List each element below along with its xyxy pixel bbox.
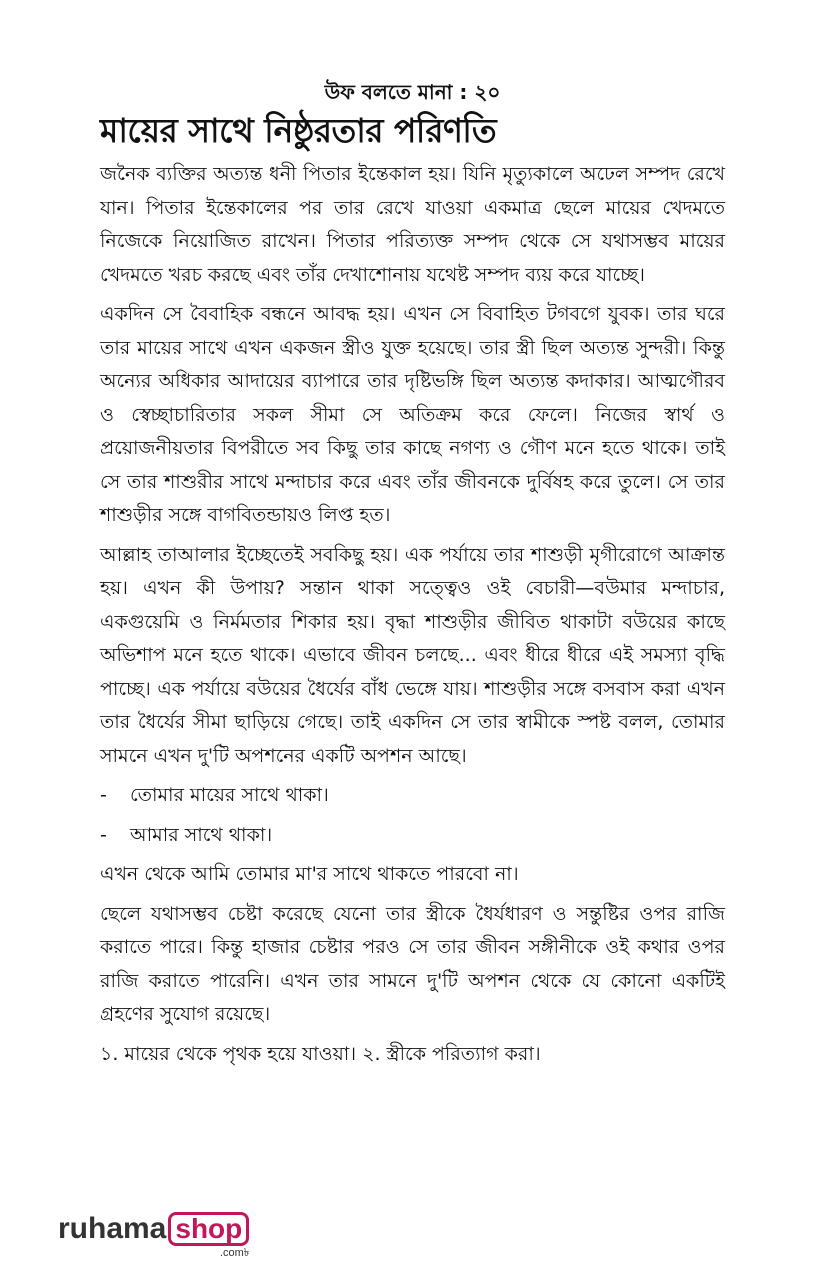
running-header: উফ বলতে মানা : ২০ bbox=[324, 80, 501, 104]
logo-domain-text: .com৳ bbox=[219, 1247, 250, 1259]
option-text: তোমার মায়ের সাথে থাকা। bbox=[130, 784, 329, 806]
paragraph-2: একদিন সে বৈবাহিক বন্ধনে আবদ্ধ হয়। এখন সে বিবাহিত টগবগে যুবক। তার ঘরে তার মায়ের সাথে এখন একজন স্ত্রীও যুক্ত হয়েছে। তার স্ত্রী ছিল অত্যন্ত সুন্দরী। কিন্তু অন্যের অধিকার আদায়ের ব্যাপারে তার দৃষ্টিভঙ্গি ছিল অত্যন্ত কদাকার। আত্মগৌরব ও স্বেচ্ছাচারিতার সকল সীমা সে অতিক্রম করে ফেলে। নিজের স্বার্থ ও প্রয়োজনীয়তার বিপরীতে সব কিছু তার কাছে নগণ্য ও গৌণ মনে হতে থাকে। তাই সে তার শাশুরীর সাথে মন্দাচার করে এবং তাঁর জীবনকে দুর্বিষহ করে তুলে। সে তার শাশুড়ীর সঙ্গে বাগবিতন্ডায়ও লিপ্ত হত। bbox=[100, 303, 725, 526]
paragraph-5: ছেলে যথাসম্ভব চেষ্টা করেছে যেনো তার স্ত্রীকে ধৈর্যধারণ ও সন্তুষ্টির ওপর রাজি করাতে পারে। কিন্তু হাজার চেষ্টার পরও সে তার জীবন সঙ্গীনীকে ওই কথার ওপর রাজি করাতে পারেনি। এখন তার সামনে দু'টি অপশন থেকে যে কোনো একটিই গ্রহণের সুযোগ রয়েছে। bbox=[100, 902, 725, 1025]
paragraph-1: জনৈক ব্যক্তির অত্যন্ত ধনী পিতার ইন্তেকাল হয়। যিনি মৃত্যুকালে অঢেল সম্পদ রেখে যান। পিতার ইন্তেকালের পর তার রেখে যাওয়া একমাত্র ছেলে মায়ের খেদমতে নিজেকে নিয়োজিত রাখেন। পিতার পরিত্যক্ত সম্পদ থেকে সে যথাসম্ভব মায়ের খেদমতে খরচ করছে এবং তাঁর দেখাশোনায় যথেষ্ট সম্পদ ব্যয় করে যাচ্ছে। bbox=[100, 163, 725, 286]
logo-ruhama-text: ruhama bbox=[58, 1212, 167, 1245]
option-item-1 bbox=[100, 779, 725, 813]
paragraph-4: এখন থেকে আমি তোমার মা'র সাথে থাকতে পারবো না। bbox=[100, 863, 519, 885]
option-dash: - bbox=[100, 784, 107, 806]
page-content bbox=[100, 78, 725, 1077]
paragraph-3: আল্লাহ তাআলার ইচ্ছেতেই সবকিছু হয়। এক পর্যায়ে তার শাশুড়ী মৃগীরোগে আক্রান্ত হয়। এখন কী উপায়? সন্তান থাকা সত্ত্বেও ওই বেচারী—বউমার মন্দাচার, একগুয়েমি ও নির্মমতার শিকার হয়। বৃদ্ধা শাশুড়ীর জীবিত থাকাটা বউয়ের কাছে অভিশাপ মনে হতে থাকে। এভাবে জীবন চলছে... এবং ধীরে ধীরে এই সমস্যা বৃদ্ধি পাচ্ছে। এক পর্যায়ে বউয়ের ধৈর্যের বাঁধ ভেঙ্গে যায়। শাশুড়ীর সঙ্গে বসবাস করা এখন তার ধৈর্যের সীমা ছাড়িয়ে গেছে। তাই একদিন সে তার স্বামীকে স্পষ্ট বলল, তোমার সামনে এখন দু'টি অপশনের একটি অপশন আছে। bbox=[100, 543, 725, 767]
ruhamashop-logo bbox=[58, 1212, 249, 1260]
logo-shop-group bbox=[168, 1212, 249, 1260]
page-title: মায়ের সাথে নিষ্ঠুরতার পরিণতি bbox=[100, 111, 497, 150]
option-text: আমার সাথে থাকা। bbox=[130, 823, 273, 846]
option-item-2 bbox=[100, 819, 725, 853]
option-dash: - bbox=[100, 823, 107, 846]
paragraph-6: ১. মায়ের থেকে পৃথক হয়ে যাওয়া। ২. স্ত্রীকে পরিত্যাগ করা। bbox=[100, 1042, 541, 1065]
logo-shop-text: shop bbox=[168, 1212, 249, 1246]
